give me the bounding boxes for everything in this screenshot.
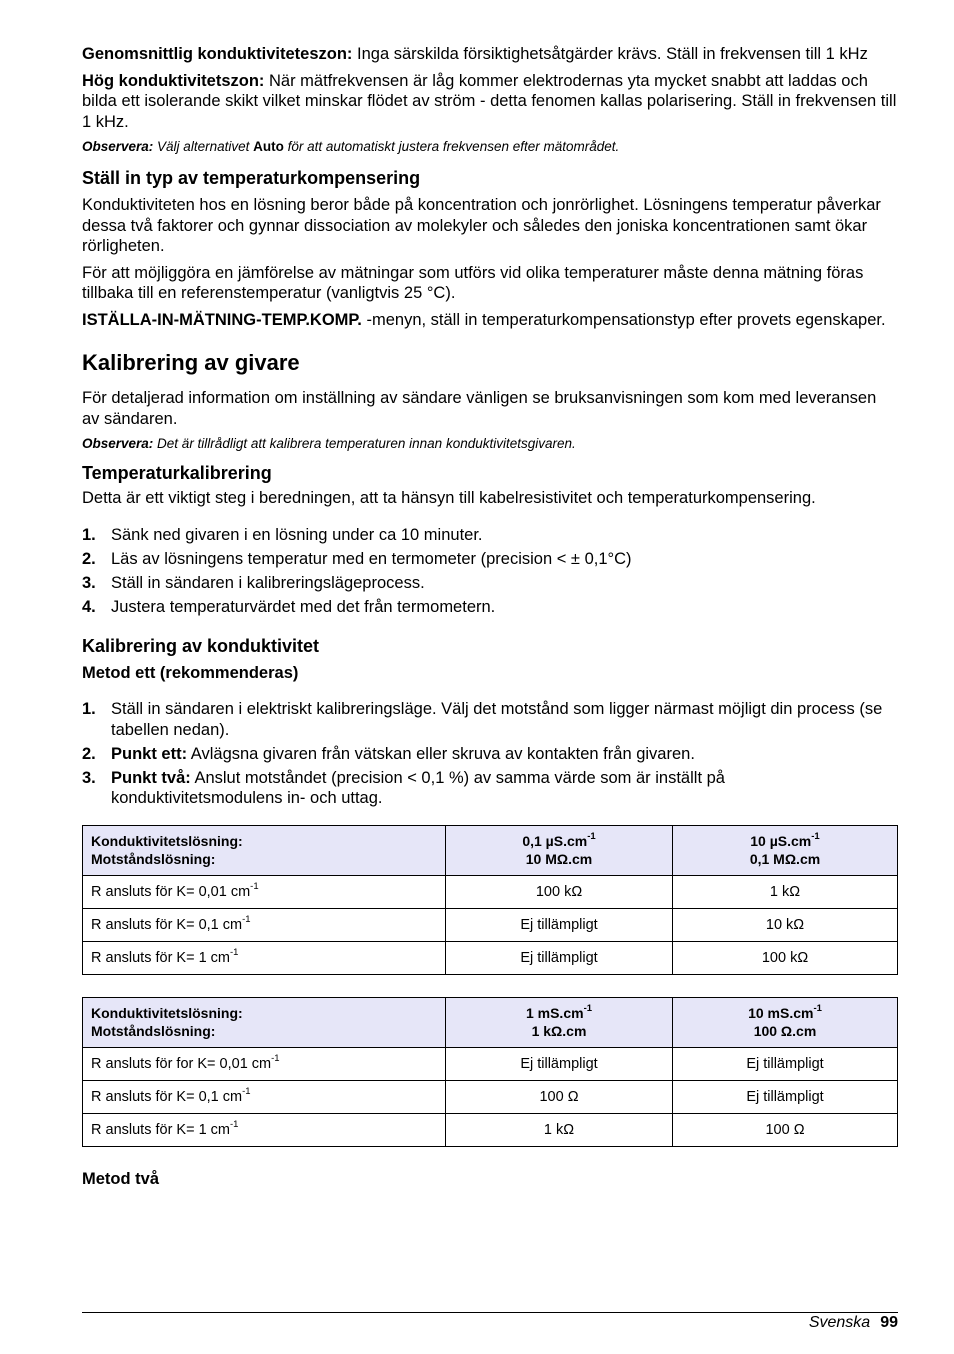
heading-method-two: Metod två: [82, 1169, 160, 1188]
table-header-label: Konduktivitetslösning: Motståndslösning:: [83, 825, 446, 875]
table-header-row: [83, 825, 898, 875]
row-value-2: 100 Ω: [673, 1113, 898, 1146]
step-text: Anslut motståndet (precision < 0,1 %) av samma värde som är inställt på konduktivitetsmodulens in- och uttag.: [111, 768, 725, 807]
paragraph-reference-temp: För att möjliggöra en jämförelse av mätningar som utförs vid olika temperaturer måste denna mätning föras tillbaka till en referenstemperatur (vanligtvis 25 °C).: [82, 263, 864, 302]
paragraph-important-step: Detta är ett viktigt steg i beredningen, att ta hänsyn till kabelresistivitet och temperaturkompensering.: [82, 489, 816, 507]
temp-calibration-steps: [82, 525, 898, 618]
step-text: Sänk ned givaren i en lösning under ca 10 minuter.: [111, 525, 483, 544]
paragraph-avg-conductivity: Genomsnittlig konduktiviteteszon: Inga särskilda försiktighetsåtgärder krävs. Ställ in frekvensen till 1 kHz: [82, 45, 868, 63]
row-label: R ansluts för K= 1 $cm^{-1}$: [83, 941, 446, 974]
table-header-col2: 10 $mS.cm^{-1}$ 100 Ω.cm: [673, 997, 898, 1047]
resistance-table-2: [82, 997, 898, 1147]
row-value-1: 100 kΩ: [446, 875, 673, 908]
resistance-table-1: [82, 825, 898, 975]
table-row: [83, 1080, 898, 1113]
step-text: Läs av lösningens temperatur med en termometer (precision < ± 0,1°C): [111, 549, 632, 568]
row-value-2: Ej tillämpligt: [673, 1080, 898, 1113]
step-number: 3.: [82, 768, 96, 787]
table-row: [83, 1113, 898, 1146]
step-number: 2.: [82, 549, 96, 568]
table-header-label: Konduktivitetslösning: Motståndslösning:: [83, 997, 446, 1047]
table-row: [83, 908, 898, 941]
row-value-2: 10 kΩ: [673, 908, 898, 941]
table-header-row: [83, 997, 898, 1047]
heading-sensor-calibration: Kalibrering av givare: [82, 350, 300, 375]
document-page: [82, 44, 898, 1197]
list-item: [82, 699, 898, 740]
row-label: R ansluts för K= 0,1 $cm^{-1}$: [83, 1080, 446, 1113]
footer-language: Svenska: [808, 1314, 871, 1331]
table-row: [83, 941, 898, 974]
list-item: [82, 573, 898, 594]
paragraph-conductivity-temp: Konduktiviteten hos en lösning beror både på koncentration och jonrörlighet. Lösningens temperatur påverkar dessa två faktorer och gynnar dissociation av molekyler och således den joniska koncentrationen samt ökar rörligheten.: [82, 196, 881, 255]
heading-method-one: Metod ett (rekommenderas): [82, 664, 299, 682]
page-number: 99: [880, 1314, 898, 1331]
heading-conductivity-calibration: Kalibrering av konduktivitet: [82, 636, 320, 656]
table-header-col2: 10 $\mu S.cm^{-1}$ 0,1 MΩ.cm: [673, 825, 898, 875]
row-value-1: Ej tillämpligt: [446, 941, 673, 974]
step-text: Ställ in sändaren i kalibreringslägeprocess.: [111, 573, 425, 592]
list-item: 3. Punkt två: Anslut motståndet (precision < 0,1 %) av samma värde som är inställt på konduktivitetsmodulens in- och uttag.: [82, 768, 725, 807]
step-number: 4.: [82, 597, 96, 616]
table-row: [83, 1047, 898, 1080]
step-text: Justera temperaturvärdet med det från termometern.: [111, 597, 496, 616]
step-text: Avlägsna givaren från vätskan eller skruva av kontakten från givaren.: [187, 744, 695, 763]
table-row: [83, 875, 898, 908]
row-label: R ansluts för K= 1 $cm^{-1}$: [83, 1113, 446, 1146]
step-number: 3.: [82, 573, 96, 592]
table-header-col1: 1 $mS.cm^{-1}$ 1 kΩ.cm: [446, 997, 673, 1047]
step-number: 2.: [82, 744, 96, 763]
list-item: [82, 549, 898, 570]
row-value-2: 1 kΩ: [673, 875, 898, 908]
note-auto: Observera: Välj alternativet Auto för att automatiskt justera frekvensen efter mätområdet.: [82, 139, 620, 154]
row-label: R ansluts för K= 0,01 $cm^{-1}$: [83, 875, 446, 908]
row-value-1: 100 Ω: [446, 1080, 673, 1113]
step-text: Ställ in sändaren i elektriskt kalibreringsläge. Välj det motstånd som ligger närmast möjligt din process (se tabellen nedan).: [111, 700, 883, 739]
row-value-1: Ej tillämpligt: [446, 1047, 673, 1080]
heading-temp-calibration: Temperaturkalibrering: [82, 463, 272, 483]
row-value-2: Ej tillämpligt: [673, 1047, 898, 1080]
paragraph-transmitter-info: För detaljerad information om inställning av sändare vänligen se bruksanvisningen som kom med leveransen av sändaren.: [82, 389, 877, 428]
list-item: [82, 597, 898, 618]
row-value-1: Ej tillämpligt: [446, 908, 673, 941]
row-value-1: 1 kΩ: [446, 1113, 673, 1146]
heading-temp-compensation: Ställ in typ av temperaturkompensering: [82, 168, 421, 188]
row-label: R ansluts för K= 0,1 $cm^{-1}$: [83, 908, 446, 941]
page-footer: [82, 1312, 898, 1331]
step-number: 1.: [82, 700, 96, 718]
paragraph-menu-setting: ISTÄLLA-IN-MÄTNING-TEMP.KOMP. -menyn, ställ in temperaturkompensationstyp efter provets egenskaper.: [82, 310, 886, 329]
step-number: 1.: [82, 525, 96, 544]
row-value-2: 100 kΩ: [673, 941, 898, 974]
list-item: 2. Punkt ett: Avlägsna givaren från vätskan eller skruva av kontakten från givaren.: [82, 744, 695, 763]
table-header-col1: 0,1 $\mu S.cm^{-1}$ 10 MΩ.cm: [446, 825, 673, 875]
list-item: [82, 525, 898, 546]
note-calibrate-temp: Observera: Det är tillrådligt att kalibrera temperaturen innan konduktivitetsgivaren.: [82, 436, 576, 451]
row-label: R ansluts för for K= 0,01 $cm^{-1}$: [83, 1047, 446, 1080]
conductivity-calibration-steps: [82, 699, 898, 809]
paragraph-high-conductivity: Hög konduktivitetszon: När mätfrekvensen är låg kommer elektrodernas yta mycket snabbt att laddas och bilda ett isolerande skikt vilket minskar flödet av ström - detta fenomen kallas polarisering. Ställ in frekvensen till 1 kHz.: [82, 71, 897, 131]
